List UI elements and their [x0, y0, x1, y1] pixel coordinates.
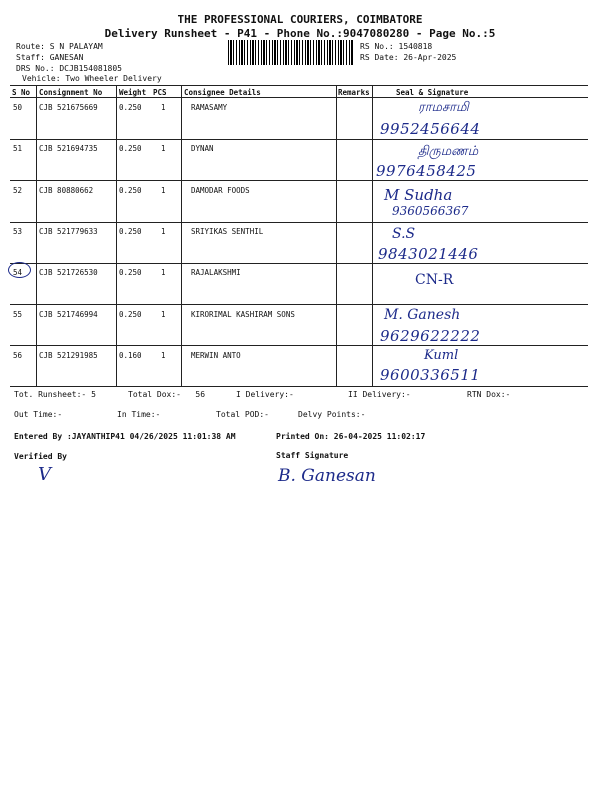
- staff-signature-label: Staff Signature: [276, 451, 349, 460]
- row-sno: 54: [13, 268, 23, 277]
- signature-phone: 9629622222: [380, 327, 481, 345]
- verified-signature: V: [38, 464, 51, 485]
- signature-mark: S.S: [392, 226, 416, 242]
- rtn-dox: RTN Dox:-: [467, 390, 511, 399]
- signature-mark: CN-R: [415, 272, 454, 288]
- row-pcs: 1: [161, 268, 166, 277]
- col-consignee: Consignee Details: [184, 88, 261, 97]
- row-weight: 0.250: [119, 227, 142, 236]
- row-consignee: RAJALAKSHMI: [191, 268, 241, 277]
- out-time: Out Time:-: [14, 410, 63, 419]
- total-runsheet: Tot. Runsheet:- 5: [14, 390, 96, 399]
- row-consignment: CJB 521694735: [39, 144, 98, 153]
- row-sno: 51: [13, 144, 23, 153]
- signature-phone: 9843021446: [378, 245, 479, 263]
- rs-number: RS No.: 1540818: [360, 42, 433, 51]
- signature-mark: M. Ganesh: [384, 307, 461, 323]
- row-weight: 0.250: [119, 186, 142, 195]
- i-delivery: I Delivery:-: [236, 390, 294, 399]
- signature-mark: Kuml: [424, 348, 459, 363]
- row-consignment: CJB 521779633: [39, 227, 98, 236]
- row-weight: 0.250: [119, 310, 142, 319]
- signature-phone: 9600336511: [380, 366, 481, 384]
- row-sno: 50: [13, 103, 23, 112]
- signature-mark: ராமசாமி: [418, 100, 469, 115]
- row-weight: 0.250: [119, 103, 142, 112]
- row-weight: 0.160: [119, 351, 142, 360]
- row-sno: 52: [13, 186, 23, 195]
- runsheet-subtitle: Delivery Runsheet - P41 - Phone No.:9047080280 - Page No.:5: [104, 27, 496, 40]
- col-signature: Seal & Signature: [396, 88, 469, 97]
- row-pcs: 1: [161, 310, 166, 319]
- staff-signature-hand: B. Ganesan: [278, 466, 376, 486]
- entered-by: Entered By :JAYANTHIP41 04/26/2025 11:01:38 AM: [14, 432, 236, 441]
- vehicle-label: Vehicle: Two Wheeler Delivery: [22, 74, 162, 83]
- row-sno: 53: [13, 227, 23, 236]
- signature-phone: 9952456644: [380, 120, 481, 138]
- row-weight: 0.250: [119, 144, 142, 153]
- in-time: In Time:-: [117, 410, 161, 419]
- row-consignment: CJB 80880662: [39, 186, 94, 195]
- row-pcs: 1: [161, 351, 166, 360]
- row-pcs: 1: [161, 186, 166, 195]
- col-weight: Weight: [119, 88, 147, 97]
- row-consignee: RAMASAMY: [191, 103, 228, 112]
- signature-mark: M Sudha: [384, 186, 453, 204]
- verified-by-label: Verified By: [14, 452, 67, 461]
- barcode-image: [228, 40, 353, 65]
- row-consignee: KIRORIMAL KASHIRAM SONS: [191, 310, 295, 319]
- drs-number: DRS No.: DCJB154081805: [16, 64, 122, 73]
- row-sno: 55: [13, 310, 23, 319]
- route-label: Route: S N PALAYAM: [16, 42, 103, 51]
- row-consignee: DYNAN: [191, 144, 214, 153]
- col-pcs: PCS: [153, 88, 167, 97]
- col-sno: S No: [12, 88, 31, 97]
- row-consignment: CJB 521291985: [39, 351, 98, 360]
- row-pcs: 1: [161, 103, 166, 112]
- row-consignee: SRIYIKAS SENTHIL: [191, 227, 264, 236]
- row-consignee: MERWIN ANTO: [191, 351, 241, 360]
- row-weight: 0.250: [119, 268, 142, 277]
- row-consignment: CJB 521746994: [39, 310, 98, 319]
- signature-phone: 9976458425: [376, 162, 477, 180]
- company-title: THE PROFESSIONAL COURIERS, COIMBATORE: [177, 13, 423, 26]
- col-consignment: Consignment No: [39, 88, 103, 97]
- total-dox: Total Dox:- 56: [128, 390, 206, 399]
- row-consignment: CJB 521675669: [39, 103, 98, 112]
- ii-delivery: II Delivery:-: [348, 390, 411, 399]
- row-pcs: 1: [161, 227, 166, 236]
- delvy-points: Delvy Points:-: [298, 410, 366, 419]
- row-sno: 56: [13, 351, 23, 360]
- signature-mark: திருமணம்: [418, 144, 479, 159]
- printed-on: Printed On: 26-04-2025 11:02:17: [276, 432, 426, 441]
- row-pcs: 1: [161, 144, 166, 153]
- col-remarks: Remarks: [338, 88, 370, 97]
- signature-phone: 9360566367: [392, 204, 469, 218]
- row-consignee: DAMODAR FOODS: [191, 186, 250, 195]
- rs-date: RS Date: 26-Apr-2025: [360, 53, 457, 62]
- row-consignment: CJB 521726530: [39, 268, 98, 277]
- staff-label: Staff: GANESAN: [16, 53, 84, 62]
- total-pod: Total POD:-: [216, 410, 269, 419]
